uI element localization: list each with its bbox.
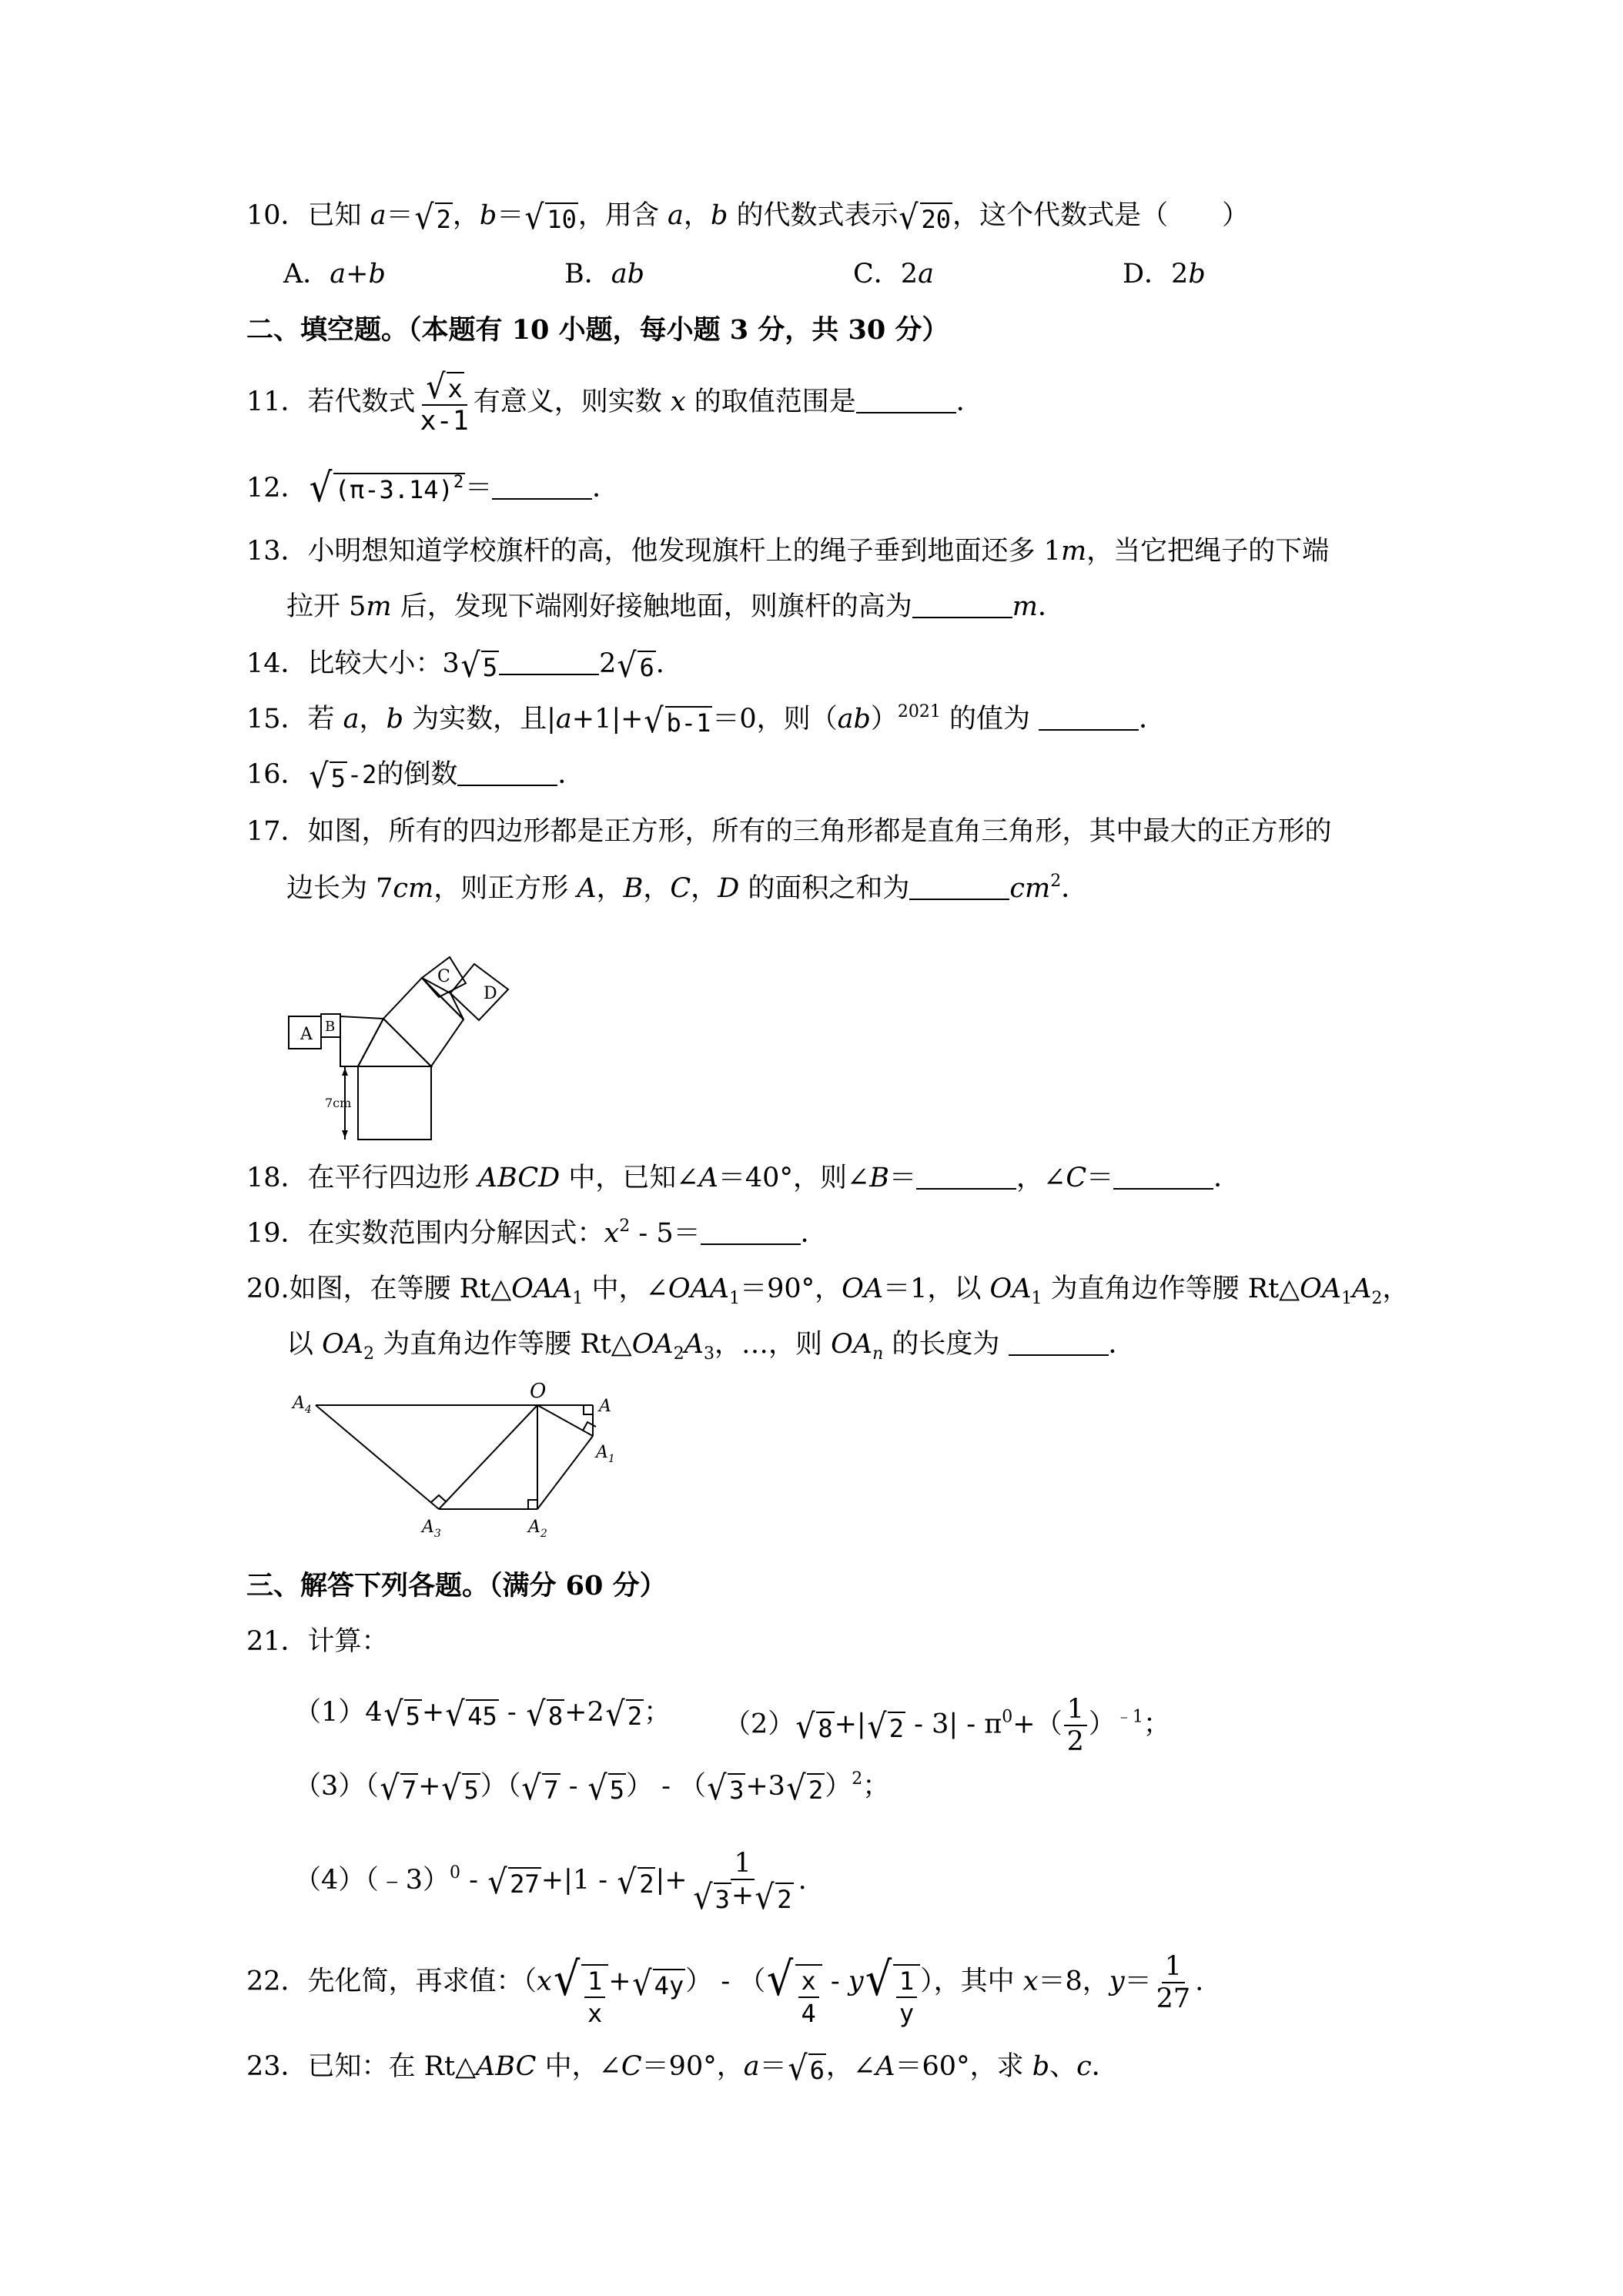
q10-option-b: B．ab: [564, 259, 645, 290]
question-18: 18．在平行四边形 ABCD 中，已知∠A＝40°，则∠B＝ ，∠C＝ ．: [246, 1163, 1241, 1193]
q10-option-c: C．2a: [853, 259, 934, 290]
q21-part-3: （3）（ √ 7 + √ 5 ）（ √ 7 - √ 5 ） - （ √ 3 +3 √ 2 ）$^2$；: [294, 1769, 890, 1808]
q17-label-side: 7cm: [325, 1096, 352, 1110]
q20-label-a3: $A_3$: [422, 1518, 441, 1540]
question-19: 19．在实数范围内分解因式：$x^2 - 5=$ ．: [246, 1217, 828, 1249]
q17-label-c: C: [437, 967, 450, 986]
question-20-line-1: 20.如图，在等腰 $Rt\triangle OAA_1$ 中，$\angle OAA_1=90^\circ$，OA＝1，以 $OA_1$ 为直角边作等腰 $Rt\triangle OA_1A_2$，: [246, 1274, 1410, 1308]
question-16: 16． √ 5 -2的倒数 ．: [246, 757, 585, 796]
q20-label-a2: $A_2$: [528, 1518, 547, 1540]
section-3-heading: 三、解答下列各题。（满分 60 分）: [246, 1570, 667, 1602]
question-14: 14．比较大小：3 √ 5 2 √ 6 .: [246, 646, 664, 685]
q10-option-a: A．a+b: [283, 259, 386, 290]
question-15: 15．若 a，b 为实数，且|a+1|+ √ b-1 ＝0，则（ab）$^{2021}$ 的值为 ．: [246, 701, 1166, 741]
question-12: 12． √ $(\pi-3.14)^2$ ＝ ．: [246, 465, 620, 511]
question-13-line-2: 拉开 5m 后，发现下端刚好接触地面，则旗杆的高为 m．: [286, 591, 1065, 622]
q20-triangles-figure: [277, 1374, 647, 1559]
question-17-line-1: 17．如图，所有的四边形都是正方形，所有的三角形都是直角三角形，其中最大的正方形的: [246, 816, 1332, 847]
q21-part-2: （2） √ 8 +| √ 2 - $3| - \pi^0+$（ $\frac{1}{2}$ ）$^{﹣1}$；: [724, 1694, 1170, 1757]
question-10: 10．已知 a＝ √ 2 ，b＝ √ 10 ，用含 a，b 的代数式表示 √ 20 ，这个代数式是（ ）: [246, 198, 1250, 237]
q17-squares-figure: [277, 920, 554, 1151]
q20-label-a: A: [599, 1397, 611, 1416]
q21-part-4: （4）（﹣3）$^0$ - √ 27 +|1 - √ 2 |+ 1 √ 3 + √ 2 .: [294, 1848, 807, 1917]
question-22: 22．先化简，再求值：（x √ $\frac{1}{x}$ + √ 4y ） - （ √ $\frac{x}{4}$ - y √ $\frac{1}{y}$ ），其中 x＝8，y＝ $\frac{1}{27}$ .: [246, 1951, 1204, 2028]
question-23: 23．已知：在 Rt△ABC 中，∠C＝90°，a＝ √ 6 ，∠A＝60°，求 b、c．: [246, 2049, 1119, 2088]
question-20-line-2: 以 $OA_2$ 为直角边作等腰 $Rt\triangle OA_2A_3$，…，则 $OA_n$ 的长度为 ．: [286, 1329, 1136, 1364]
question-13-line-1: 13．小明想知道学校旗杆的高，他发现旗杆上的绳子垂到地面还多 1m，当它把绳子的下端: [246, 536, 1330, 567]
q21-part-1: （1）4 √ 5 + √ 45 - √ 8 +2 √ 2 ；: [294, 1695, 671, 1734]
question-21: 21．计算：: [246, 1626, 389, 1657]
q20-label-a1: $A_1$: [596, 1443, 615, 1465]
q10-option-d: D．2b: [1123, 259, 1206, 290]
q20-label-o: O: [530, 1380, 547, 1403]
q17-label-b: B: [325, 1019, 336, 1035]
q17-label-d: D: [484, 984, 497, 1003]
section-2-heading: 二、填空题。（本题有 10 小题，每小题 3 分，共 30 分）: [246, 314, 949, 346]
question-17-line-2: 边长为 7cm，则正方形 A，B，C，D 的面积之和为 $cm^2$．: [286, 872, 1089, 904]
q20-label-a4: $A_4$: [293, 1394, 312, 1416]
q17-label-a: A: [300, 1025, 313, 1044]
q10-number: 10．: [246, 200, 308, 231]
question-11: 11．若代数式 √ x x-1 有意义，则实数 x 的取值范围是 ．: [246, 367, 983, 437]
